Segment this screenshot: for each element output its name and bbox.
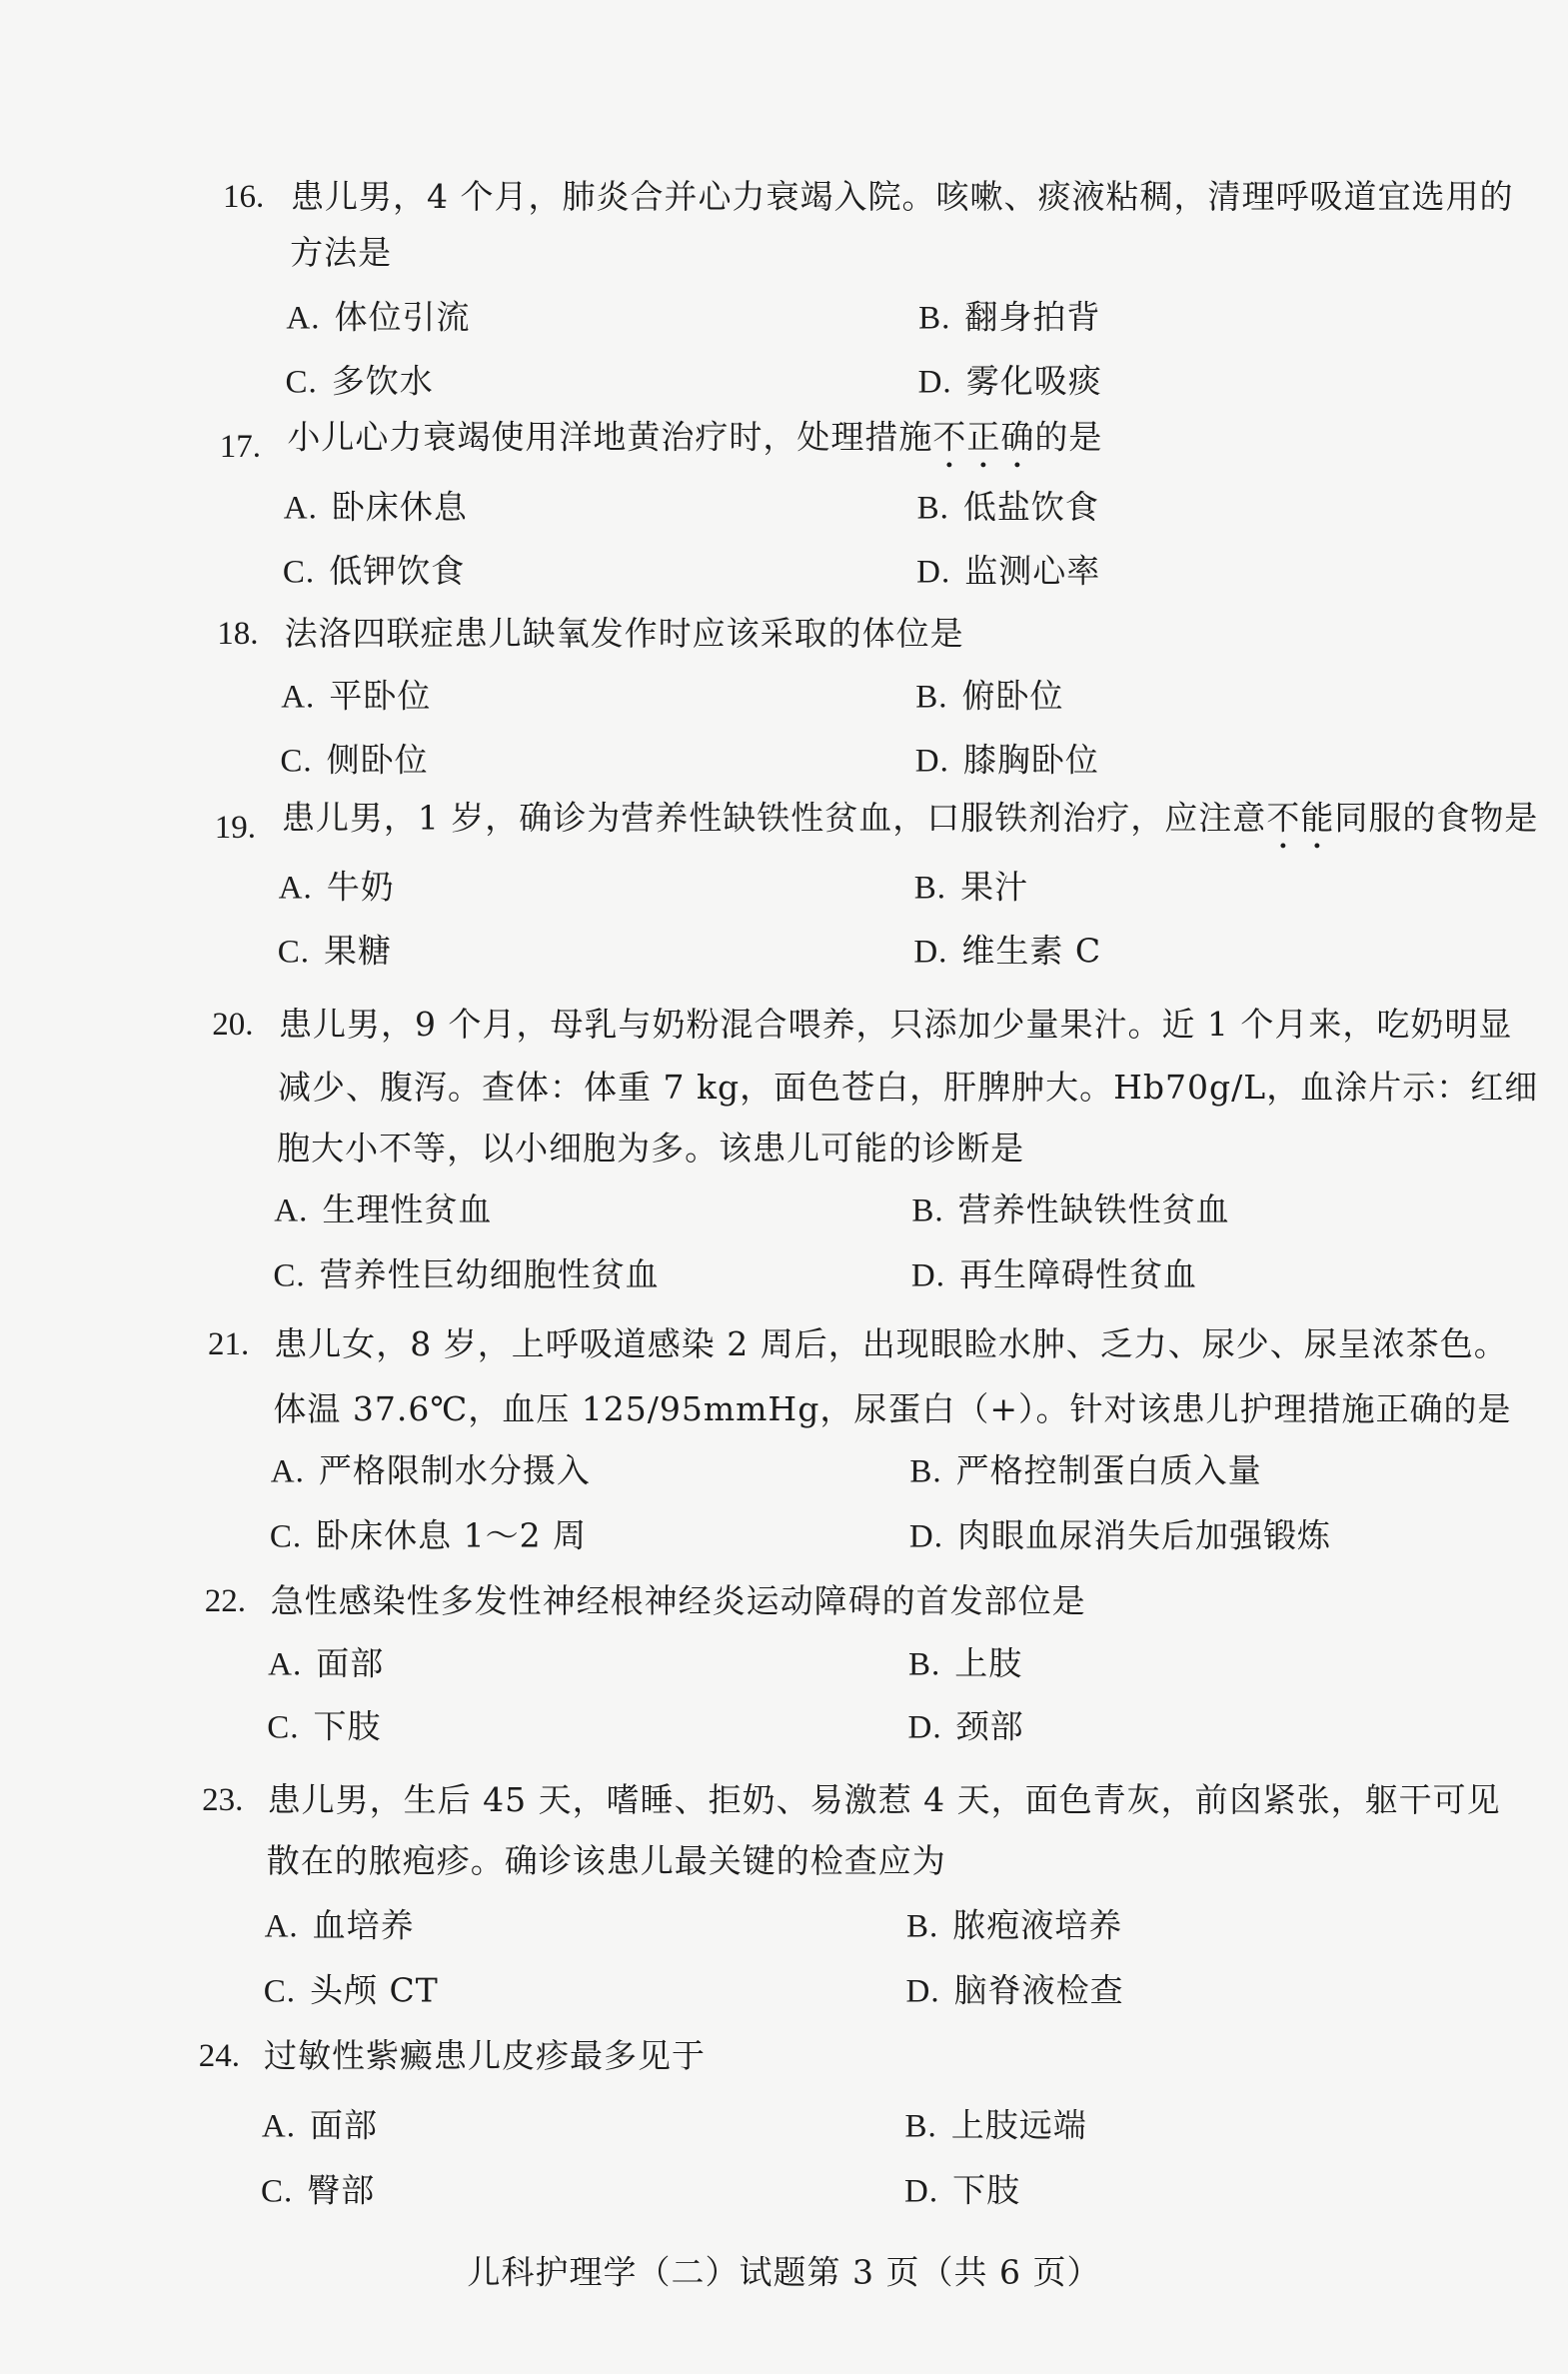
option-label: A. [261, 2108, 296, 2145]
option-text: 卧床休息 [331, 487, 468, 527]
option-label: A. [264, 1908, 299, 1945]
option-a [271, 1451, 591, 1492]
option-c [280, 741, 428, 782]
option-label: D. [908, 1518, 944, 1555]
option-text: 体位引流 [334, 297, 471, 337]
option-a [284, 488, 468, 529]
option-text: 颈部 [955, 1706, 1024, 1746]
option-label: D. [905, 1973, 940, 2010]
option-label: C. [263, 1973, 296, 2010]
option-text: 俯卧位 [961, 676, 1064, 716]
stem-text: 患儿女，8 岁，上呼吸道感染 2 周后，出现眼睑水肿、乏力、尿少、尿呈浓茶色。 [274, 1324, 1508, 1363]
option-text: 营养性巨幼细胞性贫血 [319, 1254, 660, 1294]
question-stem-line [273, 1389, 1511, 1429]
stem-text: 方法是 [290, 233, 393, 272]
option-c [273, 1255, 659, 1296]
option-label: B. [911, 1192, 944, 1229]
option-label: A. [274, 1192, 309, 1229]
option-label: A. [278, 870, 313, 907]
option-label: B. [907, 1646, 941, 1683]
option-label: D. [910, 1257, 945, 1294]
option-b [906, 1906, 1122, 1947]
option-text: 翻身拍背 [964, 297, 1101, 337]
option-text: 严格限制水分摄入 [318, 1450, 591, 1490]
option-d [918, 362, 1102, 403]
option-label: B. [916, 490, 949, 527]
question-number: 20. [212, 1007, 254, 1043]
stem-text: 体温 37.6℃，血压 125/95mmHg，尿蛋白（+）。针对该患儿护理措施正确的是 [273, 1389, 1512, 1428]
option-label: A. [270, 1453, 305, 1490]
option-text: 脓疱液培养 [952, 1905, 1123, 1945]
question-number: 22. [204, 1583, 246, 1619]
option-label: C. [277, 934, 311, 971]
emphasized-text: 不能 [1266, 798, 1335, 838]
option-text: 面部 [309, 2105, 378, 2145]
option-label: C. [282, 554, 316, 591]
question-stem-line [278, 1068, 1538, 1108]
option-text: 血培养 [312, 1905, 415, 1945]
option-label: B. [905, 1908, 939, 1945]
question-number: 18. [217, 616, 259, 652]
option-text: 头颅 CT [309, 1970, 439, 2010]
stem-text: 减少、腹泻。查体：体重 7 kg，面色苍白，肝脾肿大。Hb70g/L，血涂片示：红细 [278, 1068, 1539, 1107]
question-stem-line [285, 614, 964, 654]
option-b [909, 1451, 1261, 1492]
option-b [914, 868, 1028, 909]
option-text: 侧卧位 [326, 740, 429, 780]
stem-text: 患儿男，4 个月，肺炎合并心力衰竭入院。咳嗽、痰液粘稠，清理呼吸道宜选用的 [291, 177, 1514, 216]
option-label: C. [273, 1257, 306, 1294]
option-b [917, 488, 1099, 529]
option-text: 下肢 [952, 2170, 1021, 2210]
option-a [265, 1906, 415, 1947]
option-label: D. [914, 743, 949, 780]
option-text: 监测心率 [964, 551, 1101, 591]
option-d [915, 741, 1099, 782]
option-text: 下肢 [313, 1706, 382, 1746]
option-d [913, 932, 1101, 973]
option-c [267, 1707, 381, 1748]
option-c [285, 362, 433, 403]
question-stem-line [267, 1841, 946, 1881]
stem-text: 小儿心力衰竭使用洋地黄治疗时，处理措施 [287, 417, 933, 457]
option-text: 上肢远端 [950, 2105, 1087, 2145]
stem-text: 胞大小不等，以小细胞为多。该患儿可能的诊断是 [277, 1129, 1025, 1168]
option-text: 上肢 [954, 1643, 1023, 1683]
option-text: 果汁 [960, 867, 1029, 907]
stem-text: 患儿男，生后 45 天，嗜睡、拒奶、易激惹 4 天，面色青灰，前囟紧张，躯干可见 [267, 1780, 1501, 1819]
option-d [904, 2171, 1020, 2212]
option-label: A. [281, 679, 316, 716]
stem-text: 同服的食物是 [1334, 798, 1539, 838]
option-c [261, 2171, 375, 2212]
stem-text: 过敏性紫癜患儿皮疹最多见于 [263, 2036, 706, 2075]
option-a [268, 1644, 384, 1685]
option-text: 膝胸卧位 [962, 740, 1099, 780]
stem-text: 急性感染性多发性神经根神经炎运动障碍的首发部位是 [270, 1581, 1086, 1620]
option-label: C. [261, 2173, 294, 2210]
emphasized-text: 不正确 [932, 417, 1035, 457]
option-c [264, 1971, 439, 2012]
stem-text: 患儿男，9 个月，母乳与奶粉混合喂养，只添加少量果汁。近 1 个月来，吃奶明显 [278, 1005, 1513, 1044]
stem-text: 散在的脓疱疹。确诊该患儿最关键的检查应为 [266, 1841, 946, 1880]
option-label: A. [268, 1646, 303, 1683]
option-text: 果糖 [324, 931, 393, 971]
option-label: D. [916, 554, 951, 591]
option-label: B. [904, 2108, 937, 2145]
option-d [906, 1971, 1124, 2012]
option-label: B. [918, 300, 951, 337]
option-text: 再生障碍性贫血 [958, 1254, 1197, 1294]
option-c [283, 552, 465, 593]
question-stem-line [277, 1129, 1024, 1169]
option-text: 营养性缺铁性贫血 [957, 1189, 1230, 1229]
option-text: 平卧位 [329, 676, 432, 716]
option-text: 雾化吸痰 [965, 361, 1102, 401]
question-stem-line [264, 2036, 706, 2076]
option-text: 脑脊液检查 [953, 1970, 1124, 2010]
question-number: 21. [208, 1326, 250, 1362]
question-stem-line [274, 1324, 1507, 1364]
option-b [904, 2106, 1086, 2147]
option-text: 低钾饮食 [329, 551, 466, 591]
question-stem-line [279, 1005, 1512, 1045]
question-stem-line [268, 1780, 1501, 1820]
question-number: 24. [198, 2038, 240, 2074]
question-number: 17. [219, 429, 261, 465]
option-d [907, 1707, 1023, 1748]
option-b [915, 677, 1063, 718]
page-footer: 儿科护理学（二）试题第 3 页（共 6 页） [467, 2252, 1101, 2292]
question-stem-line [271, 1581, 1086, 1621]
option-text: 低盐饮食 [962, 487, 1099, 527]
option-text: 多饮水 [331, 361, 434, 401]
option-label: D. [904, 2173, 939, 2210]
option-text: 维生素 C [961, 931, 1102, 971]
question-number: 23. [202, 1782, 244, 1818]
option-b [908, 1644, 1022, 1685]
option-d [911, 1255, 1197, 1296]
option-label: B. [915, 679, 948, 716]
option-text: 肉眼血尿消失后加强锻炼 [957, 1515, 1332, 1555]
option-label: A. [286, 300, 321, 337]
stem-text: 的是 [1034, 417, 1103, 457]
option-d [909, 1516, 1331, 1557]
option-label: D. [917, 364, 952, 401]
option-text: 臀部 [307, 2170, 376, 2210]
option-label: C. [285, 364, 318, 401]
question-stem-line [290, 233, 392, 273]
stem-text: 患儿男，1 岁，确诊为营养性缺铁性贫血，口服铁剂治疗，应注意 [281, 798, 1267, 838]
option-label: D. [907, 1709, 942, 1746]
question-stem-line [291, 177, 1514, 217]
option-label: C. [280, 743, 313, 780]
question-stem-line [282, 799, 1539, 858]
option-label: B. [909, 1453, 942, 1490]
option-c [270, 1516, 587, 1557]
option-a [262, 2106, 378, 2147]
option-text: 严格控制蛋白质入量 [955, 1450, 1262, 1490]
option-label: B. [913, 870, 947, 907]
option-a [279, 868, 395, 909]
option-b [911, 1190, 1229, 1231]
option-text: 面部 [316, 1643, 385, 1683]
option-a [286, 298, 470, 339]
option-label: A. [283, 490, 318, 527]
question-number: 16. [223, 179, 265, 215]
option-c [278, 932, 392, 973]
option-d [916, 552, 1100, 593]
option-label: C. [267, 1709, 300, 1746]
option-a [281, 677, 431, 718]
option-text: 牛奶 [326, 867, 395, 907]
question-stem-line [287, 418, 1102, 477]
option-a [274, 1190, 492, 1231]
option-b [918, 298, 1100, 339]
option-label: C. [269, 1518, 303, 1555]
question-number: 19. [214, 810, 257, 846]
stem-text: 法洛四联症患儿缺氧发作时应该采取的体位是 [284, 614, 964, 653]
option-label: D. [913, 934, 948, 971]
option-text: 卧床休息 1～2 周 [316, 1515, 588, 1555]
option-text: 生理性贫血 [322, 1189, 493, 1229]
